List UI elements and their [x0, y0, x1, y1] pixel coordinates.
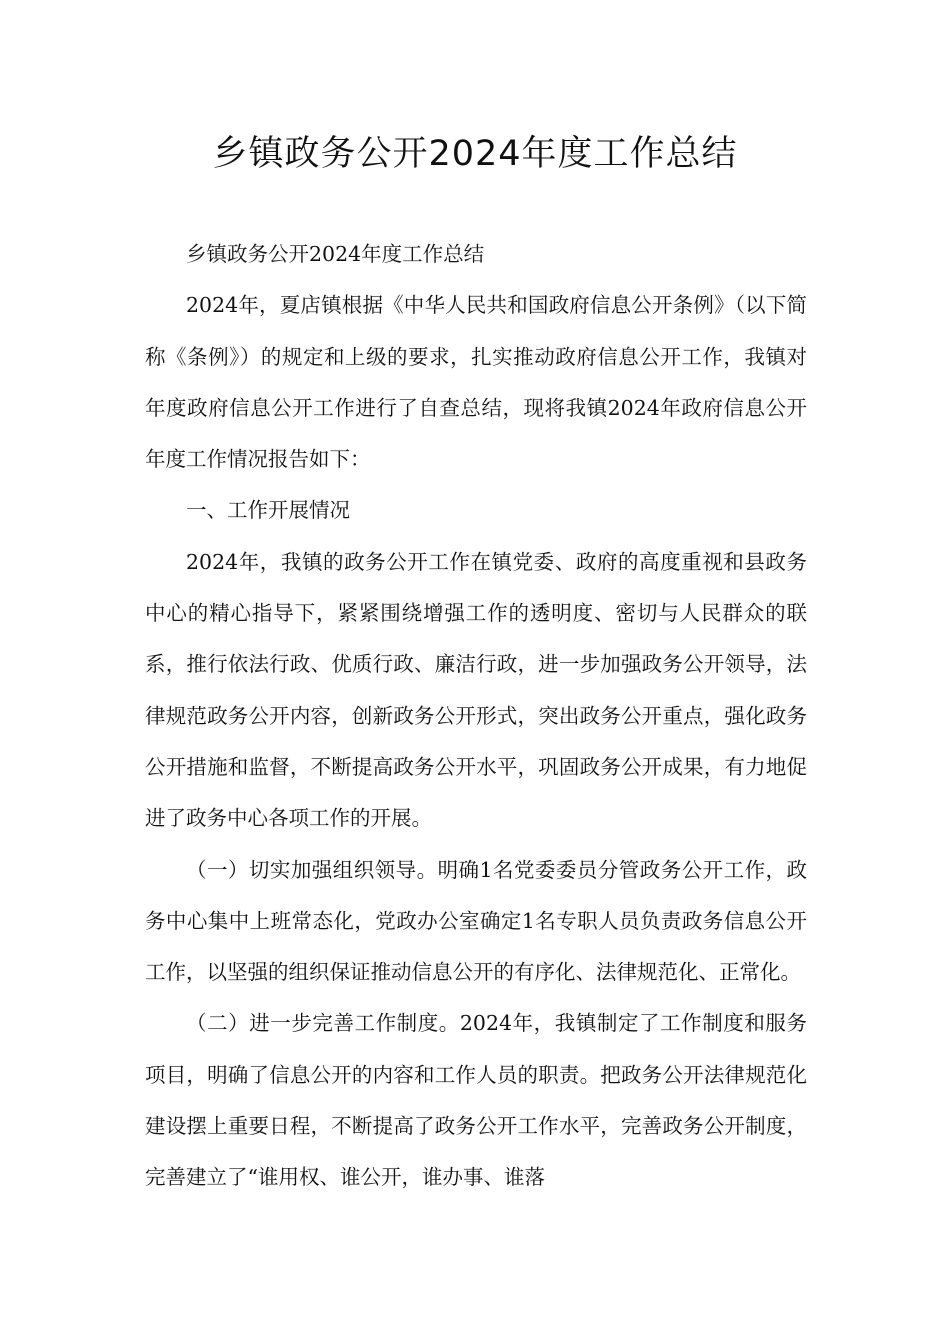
paragraph-overview: 2024年，我镇的政务公开工作在镇党委、政府的高度重视和县政务中心的精心指导下，紧紧围绕增强工作的透明度、密切与人民群众的联系，推行依法行政、优质行政、廉洁行政，进一步加强政务公开领导，法律规范政务公开内容，创新政务公开形式，突出政务公开重点，强化政务公开措施和监督，不断提高政务公开水平，巩固政务公开成果，有力地促进了政务中心各项工作的开展。	[145, 549, 807, 831]
paragraph-system: （二）进一步完善工作制度。2024年，我镇制定了工作制度和服务项目，明确了信息公开的内容和工作人员的职责。把政务公开法律规范化建设摆上重要日程，不断提高了政务公开工作水平，完善政务公开制度，完善建立了“谁用权、谁公开，谁办事、谁落	[145, 1011, 807, 1190]
document-body	[145, 229, 807, 1204]
section-heading-work-progress: 一、工作开展情况	[186, 498, 350, 523]
document-title: 乡镇政务公开2024年度工作总结	[212, 134, 738, 174]
paragraph-subtitle: 乡镇政务公开2024年度工作总结	[186, 242, 485, 266]
paragraph-organization: （一）切实加强组织领导。明确1名党委委员分管政务公开工作，政务中心集中上班常态化，党政办公室确定1名专职人员负责政务信息公开工作，以坚强的组织保证推动信息公开的有序化、法律规范化、正常化。	[145, 857, 807, 985]
paragraph-intro: 2024年，夏店镇根据《中华人民共和国政府信息公开条例》（以下简称《条例》）的规定和上级的要求，扎实推动政府信息公开工作，我镇对年度政府信息公开工作进行了自查总结，现将我镇2024年政府信息公开年度工作情况报告如下：	[145, 293, 807, 472]
